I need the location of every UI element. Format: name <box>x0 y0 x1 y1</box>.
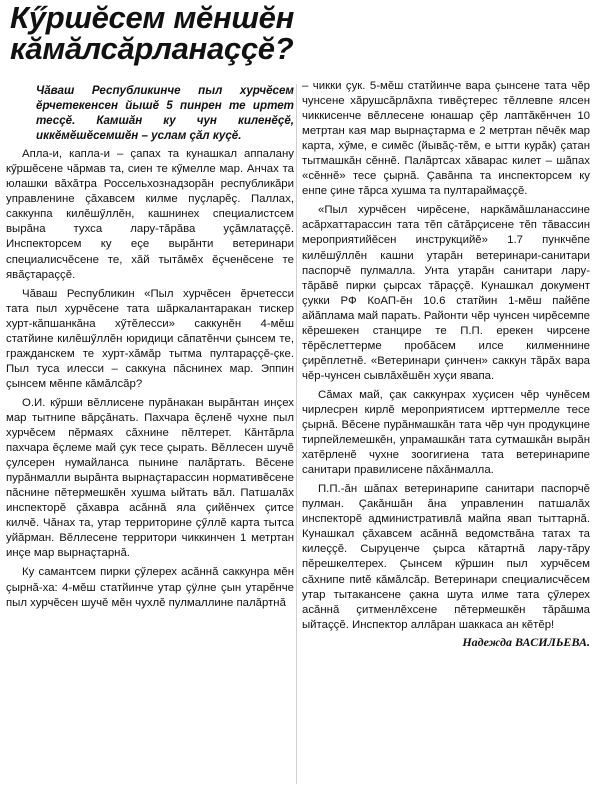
article-paragraph: О.И. кӳрши вĕллисене пурăнакан вырăнтан инçех мар тытнипе вăрçăнать. Пахчара ĕçленĕ чухне пыл хурчĕсем пĕрмаях сăхнине пĕлтерет. Кăнтăрла пахчара ĕçлеме май çук тесе çырать. Вĕллесен шучĕ çулсерен нумайланса пынине палăртать. Вĕсене пурăнмалли вырăнта вырнаçтарассин нормативĕсене пăснине пĕтермешкĕн хушма ыйтать вăл. Патшалăх инспекторĕ çăхавра асăннă яла çийĕнчех çитсе килчĕ. Чăнах та, утар территорине çӳллĕ карта тытса уйăрман. Вĕллесене территори чиккинчен 1 метртан инçе мар вырнаçтарнă. <box>6 396 294 560</box>
article-lead: Чăваш Республикинче пыл хурчĕсем ĕрчетекенсен йышĕ 5 пинрен те иртет тесçĕ. Камшăн ку чун киленĕçĕ, иккĕмĕшĕсемшĕн – услам çăл куçĕ. <box>36 84 294 143</box>
headline-line-2: кӑмӑлсӑрланаççӗ? <box>10 31 294 66</box>
headline-line-1: Кӳршӗсем мӗншӗн <box>10 0 294 35</box>
article-paragraph: Чăваш Республикин «Пыл хурчĕсен ĕрчетесси тата пыл хурчĕсене тата шăркалантаракан тискер хурт-кăпшанкăна хӳтĕлесси» саккунĕн 4-мĕш статйине килĕшӳллĕн юридици сăпатĕнчи çынсем те, гражданскем те хурт-хăмăр тытма пултараççĕ-çке. Пыл туса илесси – саккуна пăснинех мар. Эппин çынсем мĕнпе кăмăлсăр? <box>6 287 294 390</box>
article-paragraph: Сăмах май, çак саккунрах хуçисен чĕр чунĕсем чирлесрен кирлĕ мероприятисем ирттермелле тесе çырнă. Вĕсене пурăнмашкăн тата чĕр чун продукцине тирпейлемешкĕн, упрамашкăн тата сутмашкăн вырăн хатĕрленĕ чухне зоогигиена тата ветеринарипе санитари правилисене пăхăнмалла. <box>302 388 590 477</box>
column-divider <box>296 84 297 784</box>
article-headline <box>10 2 530 64</box>
author-signature: Надежда ВАСИЛЬЕВА. <box>462 634 590 649</box>
article-paragraph: Апла-и, капла-и – çапах та кунашкал аппалану кӳршĕсене чăрмав та, сиен те кӳмелле мар. Анчах та юлашки вăхăтра Россельхознадзорăн республикăри управленине çăхавсем килме пуçларĕç. Паллах, саккунпа килĕшӳллĕн, кашнинех специалистсем вырăна тухса лару-тăрăва уçăмлатаççĕ. Инспекторсем ку еçе вырăнти ветеринари специалисчĕсене те, хăй тытăмĕх ĕçченĕсене те явăçтараççĕ. <box>6 148 294 281</box>
article-paragraph: Ку самантсем пирки çӳлерех асăннă саккунра мĕн çырнă-ха: 4-мĕш статйинче утар çÿлне çын утарĕнче пыл хурчĕсен шучĕ мĕн чухлĕ пулмаллине палăртнă <box>6 566 294 609</box>
article-paragraph-continued: – чикки çук. 5-мĕш статйинче вара çынсене тата чĕр чунсене хăрушсăрлăхпа тивĕçтерес тĕллевпе ялсен чиккисенче вĕллесене юнашар çĕр лаптăкĕнчен 10 метртан кая мар вырнаçтарма е 2 метртан пĕчĕк мар карта, хӳме, е симĕс (йывăç-тĕм, е ытти курăк) çатан тытмашкăн сĕннĕ. Палăртсах хăварас килет – шăпах «сĕннĕ» тесе çырнă. Çавăнпа та инспекторсем ку енпе çине тăрса хушма та пултараймаççĕ. <box>302 80 590 198</box>
article-paragraph: «Пыл хурчĕсен чирĕсене, наркăмăшланассине асăрхаттарассин тата тĕп сăтăрçисене тĕп тăвассин мероприятийĕсен инструкцийĕ» 1.7 пункчĕпе килĕшӳллĕн кашни утарăн ветеринари-санитари паспорчĕ пулмалла. Унта утарăн санитари лару-тăрăвĕ пирки çырсах тăраççĕ. Кунашкал документ çукки РФ КоАП-ĕн 10.6 статйин 1-мĕш пайĕпе айăплама май парать. Районти чĕр чунсен чирĕсемпе кĕрешекен станцире те П.П. ерекен чирсене тĕрĕслеттерме пробăсем илсе килменнине çирĕплетнĕ. «Ветеринари çинчен» саккун тăрăх вара чĕр-чунсен сывлăхĕшĕн хуçи явапа. <box>302 204 590 382</box>
article-column-right <box>302 79 590 650</box>
article-column-left <box>6 83 294 611</box>
article-paragraph: П.П.-ăн шăпах ветеринарипе санитари паспорчĕ пулман. Çакăншăн ăна управленин патшалăх инспекторĕ административлă майпа явап тыттарнă. Кунашкал çăхавсем асăннă ведомствăна татах та килеççĕ. Сыруценче çырса кăтартнă лару-тăру пĕрешкелтерех. Çынсем кӳршин пыл хурчĕсем сăхнипе пиtĕ кăмăлсăр. Ветеринари специалисчĕсем утар тытакансене çакна шута илме тата çӳлерех асăннă çитменлĕхсене пĕтермешкĕн тăрăшма ыйтаççĕ. Инспектор аллăран шаккаса ан кĕтĕр! <box>302 483 590 631</box>
